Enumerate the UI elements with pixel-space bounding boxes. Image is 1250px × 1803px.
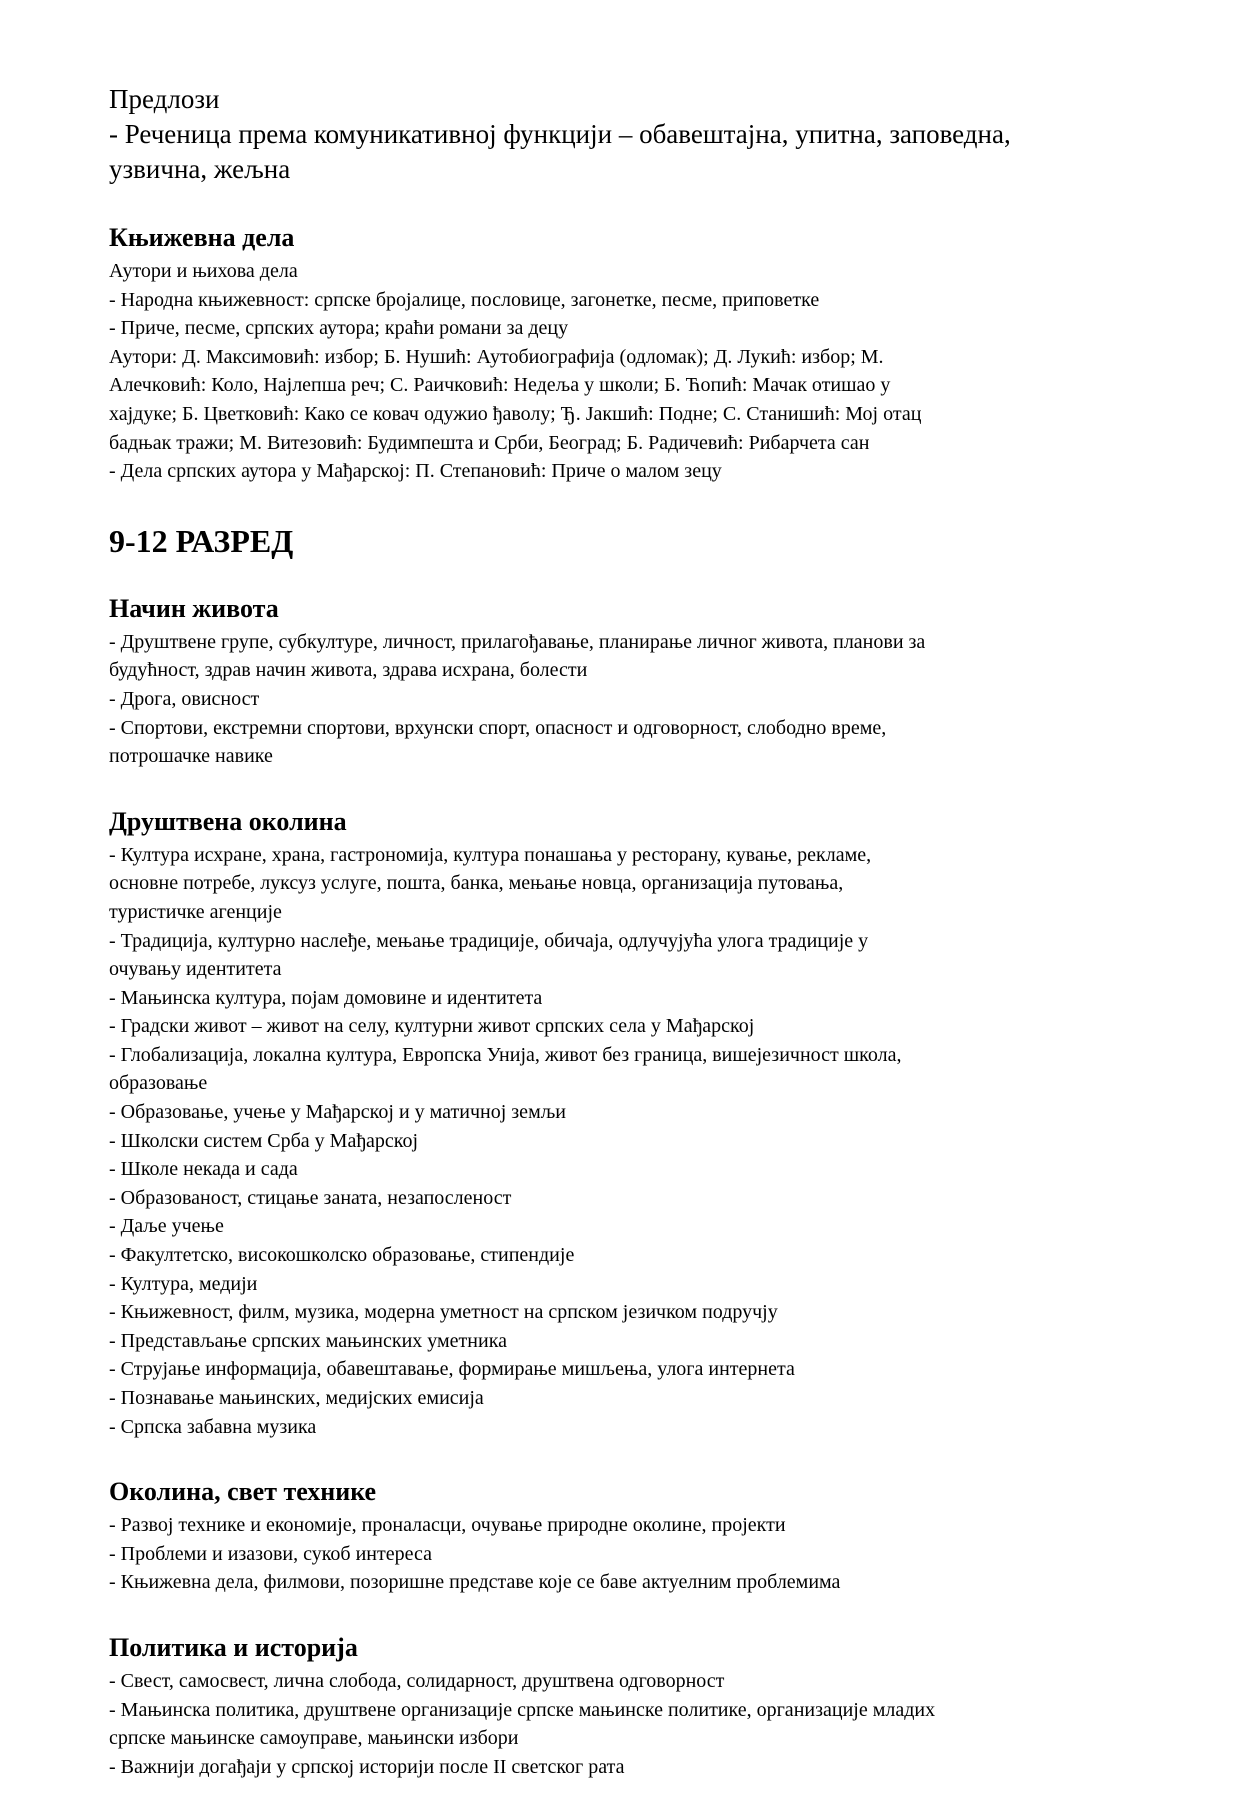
text-line: - Школе некада и сада (109, 1158, 298, 1181)
intro-line: Предлози (109, 84, 220, 114)
text-line: - Мањинска политика, друштвене организације српске мањинске политике, организације младих (109, 1698, 936, 1721)
section-social-environment (109, 805, 1159, 1441)
text-line: туристичке агенције (109, 900, 282, 923)
text-line: хајдуке; Б. Цветковић: Како се ковач одужио ђаволу; Ђ. Јакшић: Подне; С. Станишић: Мој отац (109, 402, 922, 425)
section-title: Друштвена околина (109, 806, 347, 836)
text-line: - Проблеми и изазови, сукоб интереса (109, 1542, 432, 1565)
text-line: бадњак тражи; М. Витезовић: Будимпешта и Срби, Београд; Б. Радичевић: Рибарчета сан (109, 431, 870, 454)
section-title: Књижевна дела (109, 223, 295, 252)
text-line: - Образованост, стицање заната, незапосленост (109, 1186, 512, 1209)
text-line: - Култура исхране, храна, гастрономија, култура понашања у ресторану, кување, рекламе, (109, 843, 872, 866)
document-page (109, 82, 1159, 1781)
text-line: - Народна књижевност: српске бројалице, пословице, загонетке, песме, приповетке (109, 288, 820, 311)
text-line: - Свест, самосвест, лична слобода, солидарност, друштвена одговорност (109, 1669, 725, 1692)
text-line: потрошачке навике (109, 745, 273, 768)
text-line: очувању идентитета (109, 958, 282, 981)
text-line: Аутори и њихова дела (109, 260, 298, 282)
text-line: - Представљање српских мањинских уметника (109, 1329, 507, 1352)
section-lifestyle (109, 592, 1159, 771)
text-line: - Дрога, овисност (109, 687, 260, 710)
text-line: - Познавање мањинских, медијских емисија (109, 1387, 484, 1409)
text-line: - Факултетско, високошколско образовање, стипендије (109, 1244, 575, 1267)
intro-line: - Реченица према комуникативној функцији – обавештајна, упитна, заповедна, (109, 119, 1011, 149)
text-line: - Спортови, екстремни спортови, врхунски спорт, опасност и одговорност, слободно време, (109, 716, 887, 739)
intro-block (109, 82, 1159, 187)
text-line: - Образовање, учење у Мађарској и у матичној земљи (109, 1101, 566, 1124)
text-line: Аутори: Д. Максимовић: избор; Б. Нушић: Аутобиографија (одломак); Д. Лукић: избор; М. (109, 345, 884, 368)
text-line: - Друштвене групе, субкултуре, личност, прилагођавање, планирање личног живота, планови за (109, 630, 926, 653)
text-line: - Српска забавна музика (109, 1415, 317, 1438)
text-line: - Развој технике и економије, проналасци, очување природне околине, пројекти (109, 1514, 786, 1537)
text-line: - Струјање информација, обавештавање, формирање мишљења, улога интернета (109, 1358, 795, 1381)
text-line: - Градски живот – живот на селу, културни живот српских села у Мађарској (109, 1015, 755, 1038)
text-line: - Важнији догађаји у српској историји после II светског рата (109, 1755, 625, 1778)
text-line: - Традиција, културно наслеђе, мењање традиције, обичаја, одлучујућа улога традиције у (109, 929, 869, 952)
section-literary-works (109, 221, 1159, 486)
text-line: - Глобализација, локална култура, Европска Унија, живот без граница, вишејезичност школа, (109, 1043, 902, 1066)
text-line: - Школски систем Срба у Мађарској (109, 1129, 419, 1152)
section-title: Начин живота (109, 593, 279, 623)
intro-line: узвична, жељна (109, 154, 291, 184)
text-line: Алечковић: Коло, Најлепша реч; С. Раичковић: Недеља у школи; Б. Ћопић: Мачак отишао у (109, 374, 891, 397)
text-line: - Даље учење (109, 1215, 224, 1238)
text-line: будућност, здрав начин живота, здрава исхрана, болести (109, 659, 588, 682)
section-title: Политика и историја (109, 1632, 358, 1662)
text-line: основне потребе, луксуз услуге, пошта, банка, мењање новца, организација путовања, (109, 872, 844, 895)
text-line: образовање (109, 1072, 208, 1095)
grade-heading: 9-12 РАЗРЕД (109, 522, 294, 559)
text-line: - Дела српских аутора у Мађарској: П. Степановић: Приче о малом зецу (109, 460, 722, 483)
text-line: - Књижевност, филм, музика, модерна уметност на српском језичком подручју (109, 1301, 778, 1324)
text-line: - Књижевна дела, филмови, позоришне представе које се баве актуелним проблемима (109, 1571, 841, 1594)
section-title: Околина, свет технике (109, 1477, 377, 1507)
section-politics-history (109, 1631, 1159, 1781)
text-line: - Мањинска култура, појам домовине и идентитета (109, 986, 543, 1009)
text-line: - Приче, песме, српских аутора; краћи романи за децу (109, 317, 569, 340)
section-environment-technology (109, 1475, 1159, 1597)
text-line: - Култура, медији (109, 1272, 258, 1295)
text-line: српске мањинске самоуправе, мањински избори (109, 1727, 519, 1750)
